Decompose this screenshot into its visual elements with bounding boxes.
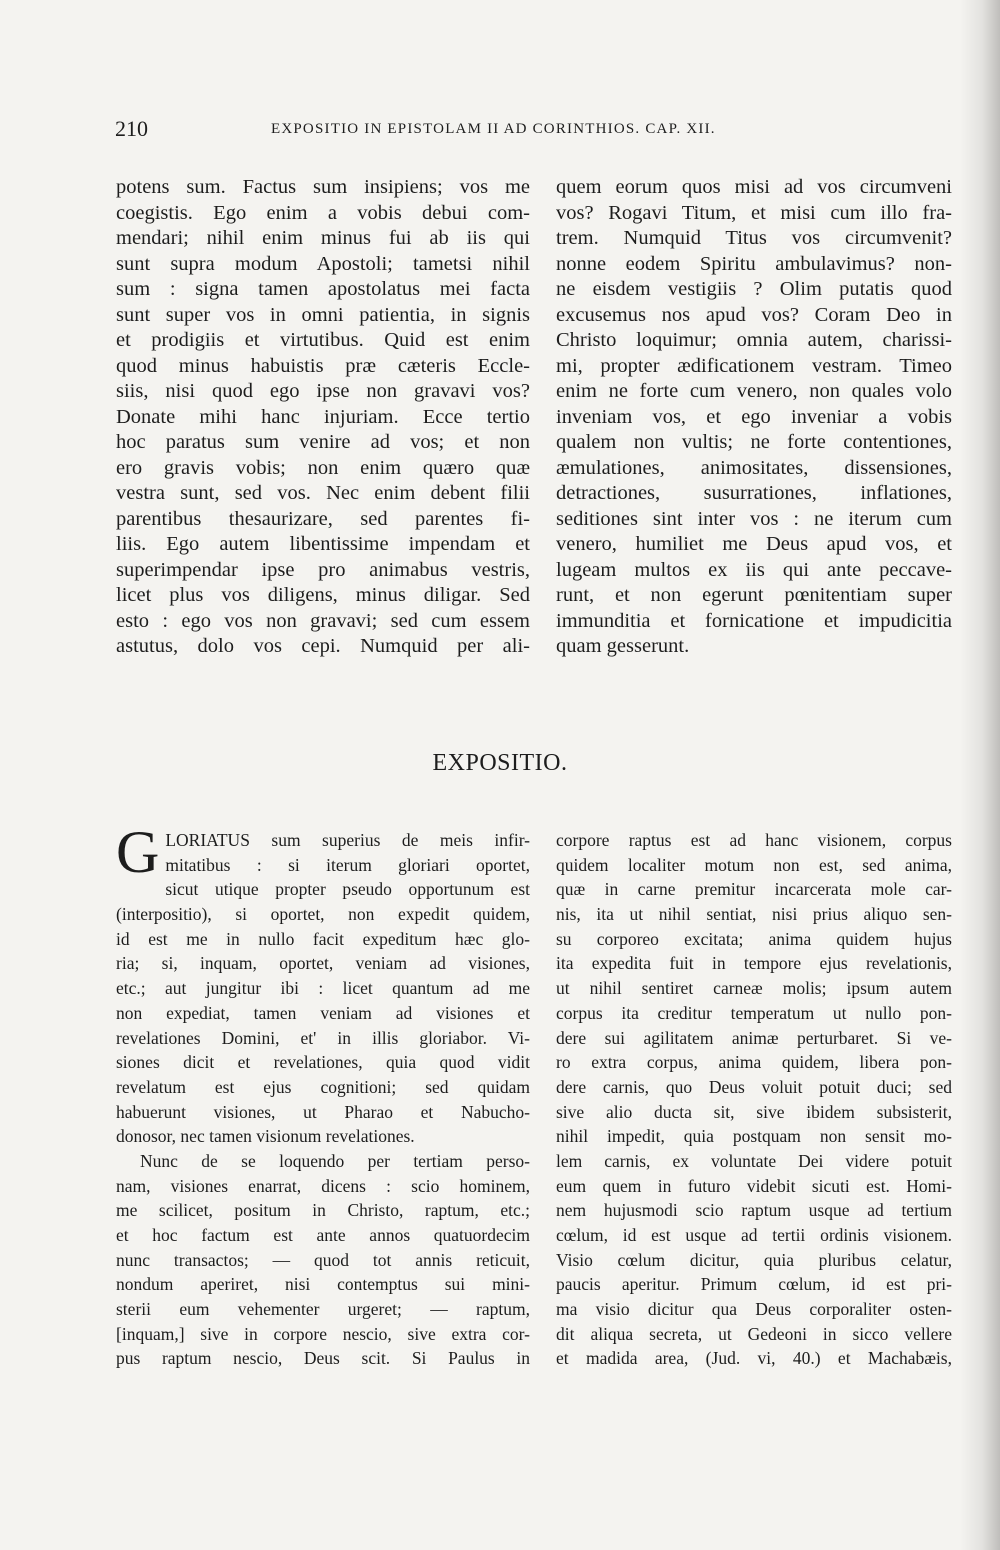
text-line: astutus, dolo vos cepi. Numquid per ali- (116, 635, 530, 657)
text-line: nihil impedit, quia postquam non sensit mo- (556, 1126, 952, 1147)
running-title: EXPOSITIO IN EPISTOLAM II AD CORINTHIOS. CAP. XII. (271, 121, 716, 137)
text-line: eum quem in futuro videbit sicuti est. Homi- (556, 1175, 952, 1196)
text-line: detractiones, susurrationes, inflationes, (556, 482, 952, 504)
text-line: licet plus vos diligens, minus diligar. Sed (116, 584, 530, 606)
section-heading: EXPOSITIO. (432, 750, 568, 776)
text-line: sive alio ducta sit, sive ibidem subsisterit, (556, 1101, 952, 1122)
text-line: su corporeo excitata; anima quidem hujus (556, 928, 952, 949)
text-line: nunc transactos; — quod tot annis reticuit, (116, 1249, 530, 1270)
text-line: ero gravis vobis; non enim quæro quæ (116, 456, 530, 479)
text-line: ne eisdem vestigiis ? Olim putatis quod (556, 278, 952, 300)
text-line: ria; si, inquam, oportet, veniam ad visiones, (116, 953, 530, 974)
text-line: paucis aperitur. Primum cœlum, id est pri- (556, 1274, 952, 1295)
text-line: lem carnis, ex voluntate Dei videre potuit (556, 1150, 952, 1171)
opening-paragraph (116, 819, 530, 885)
text-line: mitatibus : si iterum gloriari oportet, (165, 854, 530, 875)
lower-left-column (116, 819, 530, 1371)
text-line: Donate mihi hanc injuriam. Ecce tertio (116, 405, 530, 428)
text-line: Visio cœlum dicitur, quia pluribus celatur, (556, 1249, 952, 1270)
text-line: runt, et non egerunt pœnitentiam super (556, 584, 952, 606)
text-line: excusemus nos apud vos? Coram Deo in (556, 303, 952, 326)
text-line: dere sui agilitatem animæ perturbaret. Si ve- (556, 1027, 952, 1048)
text-line: habuerunt visiones, ut Pharao et Nabucho- (116, 1101, 530, 1122)
text-line: revelatum est ejus cognitioni; sed quidam (116, 1076, 530, 1097)
text-line: quem eorum quos misi ad vos circumveni (556, 176, 952, 198)
text-line: liis. Ego autem libentissime impendam et (116, 533, 530, 555)
text-line: id est me in nullo facit expeditum hæc glo- (116, 928, 530, 949)
lower-right-column (556, 828, 952, 1371)
text-line: [inquam,] sive in corpore nescio, sive extra cor- (116, 1323, 530, 1344)
text-line: parentibus thesaurizare, sed parentes fi- (116, 507, 530, 530)
text-line: hoc paratus sum venire ad vos; et non (116, 431, 530, 453)
text-line: Nunc de se loquendo per tertiam perso- (140, 1150, 530, 1171)
text-line: cœlum, id est usque ad tertii ordinis visionem. (556, 1225, 952, 1245)
text-line: etc.; aut jungitur ibi : licet quantum ad me (116, 978, 530, 999)
text-line: sterii eum vehementer urgeret; — raptum, (116, 1299, 530, 1320)
text-line: et prodigiis et virtutibus. Quid est enim (116, 329, 530, 351)
text-line: et madida area, (Jud. vi, 40.) et Machabæis, (556, 1348, 952, 1369)
text-line: quod minus habuistis præ cæteris Eccle- (116, 354, 530, 377)
text-line: sunt super vos in omni patientia, in signis (116, 303, 530, 326)
text-line: nam, visiones enarrat, dicens : scio hominem, (116, 1175, 530, 1196)
text-line: siis, nisi quod ego ipse non gravavi vos? (116, 380, 530, 402)
text-line: trem. Numquid Titus vos circumvenit? (556, 227, 952, 249)
upper-left-column (116, 175, 530, 660)
text-line: esto : ego vos non gravavi; sed cum essem (116, 609, 530, 632)
text-line: superimpendar ipse pro animabus vestris, (116, 558, 530, 581)
text-line: mendari; nihil enim minus fui ab iis qui (116, 227, 530, 249)
text-line: dere carnis, quo Deus voluit potuit duci; sed (556, 1076, 952, 1097)
text-line: non expediat, tamen veniam ad visiones et (116, 1002, 530, 1023)
text-line: mi, propter ædificationem vestram. Timeo (556, 354, 952, 377)
text-line: Christo loquimur; omnia autem, charissi- (556, 329, 952, 351)
text-line: et hoc factum est ante annos quatuordecim (116, 1225, 530, 1245)
text-line: nem hujusmodi scio raptum usque ad tertium (556, 1200, 952, 1221)
text-line: seditiones sint inter vos : ne iterum cum (556, 507, 952, 530)
text-line: quam gesserunt. (556, 635, 690, 657)
text-line: sicut utique propter pseudo opportunum est (165, 879, 530, 900)
text-line: corpore raptus est ad hanc visionem, corpus (556, 830, 952, 850)
text-line: siones dicit et revelationes, quia quod vidit (116, 1052, 530, 1073)
text-line: vestra sunt, sed vos. Nec enim debent filii (116, 482, 530, 504)
drop-cap: G (116, 819, 160, 885)
text-line: quæ in carne premitur incarcerata mole car- (556, 879, 952, 900)
text-line: coegistis. Ego enim a vobis debui com- (116, 201, 530, 224)
text-line: ro extra corpus, anima quidem, libera pon- (556, 1052, 952, 1073)
text-line: ut nihil sentiret carneæ molis; ipsum autem (556, 978, 952, 999)
text-line: lugeam multos ex iis qui ante peccave- (556, 558, 952, 581)
text-line: sunt supra modum Apostoli; tametsi nihil (116, 252, 530, 275)
text-line: æmulationes, animositates, dissensiones, (556, 456, 952, 479)
text-line: corpus ita creditur temperatum ut nullo pon- (556, 1002, 952, 1023)
page-number: 210 (115, 116, 148, 141)
text-line: quidem localiter motum non est, sed anima, (556, 854, 952, 875)
text-line: donosor, nec tamen visionum revelationes. (116, 1126, 415, 1147)
text-line: qualem non vultis; ne forte contentiones, (556, 431, 952, 453)
text-line: nonne eodem Spiritu ambulavimus? non- (556, 252, 952, 275)
text-line: ita expedita fuit in tempore ejus revelationis, (556, 953, 952, 974)
text-line: nondum aperiret, nisi contemptus sui mini- (116, 1274, 530, 1295)
text-line: sum : signa tamen apostolatus mei facta (116, 278, 530, 300)
text-line: nis, ita ut nihil sentiat, nisi prius aliquo sen- (556, 904, 952, 925)
text-line: dit aliqua secreta, ut Gedeoni in sicco vellere (556, 1323, 952, 1344)
text-line: me scilicet, positum in Christo, raptum, etc.; (116, 1200, 530, 1221)
text-line: enim ne forte cum venero, non quales volo (556, 380, 952, 402)
text-line: pus raptum nescio, Deus scit. Si Paulus in (116, 1348, 530, 1369)
text-line: LORIATUS sum superius de meis infir- (165, 830, 530, 850)
upper-right-column (556, 175, 952, 660)
text-line: ma visio dicitur qua Deus corporaliter osten- (556, 1299, 952, 1320)
text-line: (interpositio), si oportet, non expedit quidem, (116, 904, 530, 925)
page-header (115, 116, 835, 146)
text-line: inveniam vos, et ego inveniar a vobis (556, 405, 952, 428)
text-line: venero, humiliet me Deus apud vos, et (556, 533, 952, 555)
text-line: revelationes Domini, et' in illis gloriabor. Vi- (116, 1027, 530, 1048)
text-line: potens sum. Factus sum insipiens; vos me (116, 176, 530, 198)
text-line: vos? Rogavi Titum, et misi cum illo fra- (556, 201, 952, 224)
text-line: immunditia et fornicatione et impudicitia (556, 609, 952, 632)
